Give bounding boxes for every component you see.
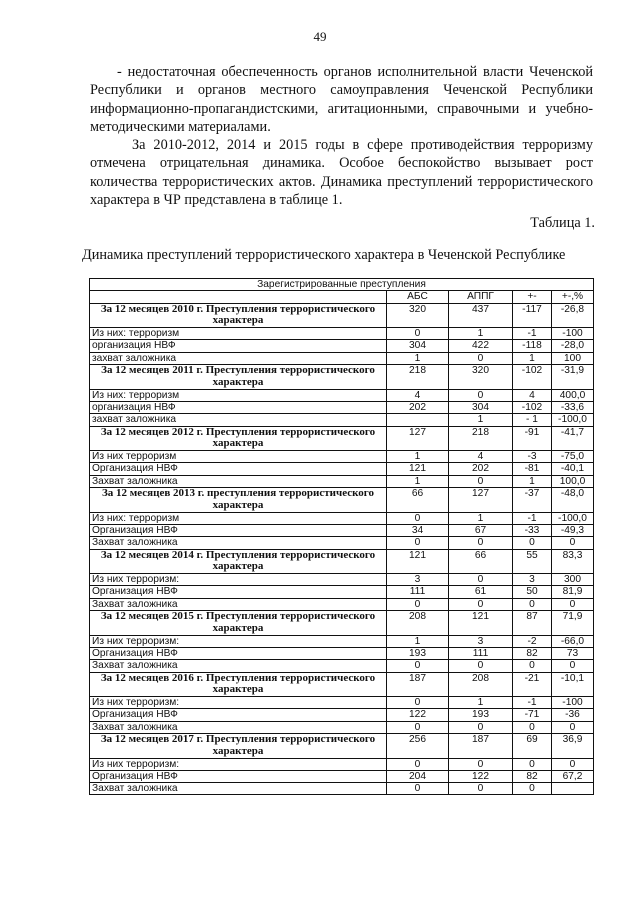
- crime-table: [89, 278, 594, 795]
- table-cell: 0: [552, 758, 594, 770]
- table-cell: 187: [449, 733, 513, 758]
- table-cell: -49,3: [552, 524, 594, 536]
- table-cell: 0: [513, 783, 552, 795]
- row-label-cell: Из них терроризм:: [90, 758, 387, 770]
- table-cell: -117: [513, 303, 552, 328]
- table-cell: 218: [449, 426, 513, 451]
- table-title: Динамика преступлений террористического характера в Чеченской Республике: [82, 247, 566, 263]
- table-cell: -37: [513, 488, 552, 513]
- empty-header-cell: [90, 291, 387, 303]
- table-group-header-row: [90, 672, 594, 697]
- table-cell: 0: [552, 537, 594, 549]
- table-cell: -3: [513, 451, 552, 463]
- table-cell: 36,9: [552, 733, 594, 758]
- table-cell: 1: [449, 328, 513, 340]
- table-row: [90, 414, 594, 426]
- table-group-header-row: [90, 303, 594, 328]
- table-cell: 320: [387, 303, 449, 328]
- table-cell: 0: [513, 537, 552, 549]
- table-cell: 0: [449, 537, 513, 549]
- column-header: +-: [513, 291, 552, 303]
- table-cell: 0: [449, 389, 513, 401]
- page-number: 49: [313, 29, 327, 44]
- table-cell: 127: [449, 488, 513, 513]
- paragraph-2: За 2010-2012, 2014 и 2015 годы в сфере противодействия терроризму отмечена отрицательная динамика. Особое беспокойство вызывает рост количества террористических актов. Динамика преступлений террористического характера в ЧР представлена в таблице 1.: [90, 137, 593, 209]
- table-row: [90, 783, 594, 795]
- table-cell: 82: [513, 770, 552, 782]
- table-cell: 208: [449, 672, 513, 697]
- table-row: [90, 475, 594, 487]
- table-cell: -26,8: [552, 303, 594, 328]
- table-cell: 0: [387, 512, 449, 524]
- table-cell: 121: [449, 611, 513, 636]
- table-cell: -1: [513, 512, 552, 524]
- table-cell: 61: [449, 586, 513, 598]
- table-cell: -102: [513, 401, 552, 413]
- table-group-header-row: [90, 426, 594, 451]
- table-cell: -71: [513, 709, 552, 721]
- table-cell: 208: [387, 611, 449, 636]
- table-cell: 3: [513, 574, 552, 586]
- table-cell: 83,3: [552, 549, 594, 574]
- table-cell: 0: [387, 783, 449, 795]
- table-cell: 0: [387, 758, 449, 770]
- table-cell: -100: [552, 697, 594, 709]
- table-cell: 67: [449, 524, 513, 536]
- table-row: [90, 586, 594, 598]
- table-row: [90, 574, 594, 586]
- table-cell: -81: [513, 463, 552, 475]
- table-cell: 69: [513, 733, 552, 758]
- group-header-cell: За 12 месяцев 2013 г. преступления террористического характера: [90, 488, 387, 513]
- table-cell: -40,1: [552, 463, 594, 475]
- table-cell: 1: [387, 352, 449, 364]
- table-cell: [387, 414, 449, 426]
- row-label-cell: организация НВФ: [90, 401, 387, 413]
- table-cell: 1: [449, 697, 513, 709]
- table-cell: 50: [513, 586, 552, 598]
- table-cell: 0: [552, 721, 594, 733]
- table-cell: -100: [552, 328, 594, 340]
- row-label-cell: Организация НВФ: [90, 586, 387, 598]
- table-cell: 0: [513, 758, 552, 770]
- table-cell: 422: [449, 340, 513, 352]
- row-label-cell: Организация НВФ: [90, 709, 387, 721]
- table-row: [90, 451, 594, 463]
- table-cell: -48,0: [552, 488, 594, 513]
- table-cell: 0: [552, 598, 594, 610]
- table-cell: 202: [449, 463, 513, 475]
- group-header-cell: За 12 месяцев 2017 г. Преступления террористического характера: [90, 733, 387, 758]
- row-label-cell: Захват заложника: [90, 598, 387, 610]
- table-cell: 256: [387, 733, 449, 758]
- table-group-header-row: [90, 488, 594, 513]
- row-label-cell: Захват заложника: [90, 660, 387, 672]
- row-label-cell: Из них: терроризм: [90, 389, 387, 401]
- group-header-cell: За 12 месяцев 2015 г. Преступления террористического характера: [90, 611, 387, 636]
- table-row: [90, 340, 594, 352]
- table-cell: 4: [513, 389, 552, 401]
- row-label-cell: Захват заложника: [90, 783, 387, 795]
- table-cell: 0: [449, 721, 513, 733]
- table-cell: -100,0: [552, 414, 594, 426]
- table-cell: 121: [387, 549, 449, 574]
- table-row: [90, 512, 594, 524]
- table-cell: -118: [513, 340, 552, 352]
- table-row: [90, 647, 594, 659]
- table-row: [90, 598, 594, 610]
- table-row: [90, 721, 594, 733]
- table-cell: 3: [387, 574, 449, 586]
- row-label-cell: Организация НВФ: [90, 647, 387, 659]
- row-label-cell: Организация НВФ: [90, 463, 387, 475]
- table-cell: 4: [387, 389, 449, 401]
- table-cell: 1: [449, 414, 513, 426]
- table-row: [90, 463, 594, 475]
- table-cell: 3: [449, 635, 513, 647]
- table-cell: 4: [449, 451, 513, 463]
- table-cell: 73: [552, 647, 594, 659]
- table-cell: -10,1: [552, 672, 594, 697]
- table-cell: 0: [387, 537, 449, 549]
- table-row: [90, 697, 594, 709]
- table-cell: 87: [513, 611, 552, 636]
- table-cell: 0: [387, 598, 449, 610]
- table-cell: -102: [513, 365, 552, 390]
- table-group-header-row: [90, 733, 594, 758]
- table-cell: 122: [449, 770, 513, 782]
- row-label-cell: Из них терроризм: [90, 451, 387, 463]
- row-label-cell: Из них терроризм:: [90, 635, 387, 647]
- row-label-cell: Захват заложника: [90, 721, 387, 733]
- table-cell: 187: [387, 672, 449, 697]
- table-cell: 0: [513, 721, 552, 733]
- table-cell: 1: [387, 475, 449, 487]
- row-label-cell: Организация НВФ: [90, 524, 387, 536]
- table-cell: 100,0: [552, 475, 594, 487]
- table-cell: 100: [552, 352, 594, 364]
- table-cell: 0: [449, 574, 513, 586]
- table-cell: 0: [513, 598, 552, 610]
- table-cell: -1: [513, 328, 552, 340]
- row-label-cell: Из них терроризм:: [90, 697, 387, 709]
- row-label-cell: Из них терроризм:: [90, 574, 387, 586]
- table-row: [90, 770, 594, 782]
- group-header-cell: За 12 месяцев 2012 г. Преступления террористического характера: [90, 426, 387, 451]
- table-cell: 66: [449, 549, 513, 574]
- table-cell: 437: [449, 303, 513, 328]
- table-cell: 0: [449, 660, 513, 672]
- row-label-cell: захват заложника: [90, 414, 387, 426]
- table-cell: 71,9: [552, 611, 594, 636]
- table-cell: 0: [387, 721, 449, 733]
- table-row: [90, 328, 594, 340]
- table-cell: 121: [387, 463, 449, 475]
- row-label-cell: Захват заложника: [90, 475, 387, 487]
- table-cell: 202: [387, 401, 449, 413]
- table-cell: 300: [552, 574, 594, 586]
- table-cell: 111: [387, 586, 449, 598]
- table-cell: -100,0: [552, 512, 594, 524]
- table-cell: 127: [387, 426, 449, 451]
- table-cell: - 1: [513, 414, 552, 426]
- row-label-cell: Организация НВФ: [90, 770, 387, 782]
- table-cell: -31,9: [552, 365, 594, 390]
- table-row: [90, 758, 594, 770]
- table-column-header-row: [90, 291, 594, 303]
- group-header-cell: За 12 месяцев 2010 г. Преступления террористического характера: [90, 303, 387, 328]
- column-header: АППГ: [449, 291, 513, 303]
- row-label-cell: Захват заложника: [90, 537, 387, 549]
- table-cell: -33: [513, 524, 552, 536]
- column-header: АБС: [387, 291, 449, 303]
- table-cell: 111: [449, 647, 513, 659]
- table-cell: -36: [552, 709, 594, 721]
- row-label-cell: организация НВФ: [90, 340, 387, 352]
- table-cell: -91: [513, 426, 552, 451]
- table-cell: 0: [449, 352, 513, 364]
- table-row: [90, 709, 594, 721]
- row-label-cell: захват заложника: [90, 352, 387, 364]
- column-header: +-,%: [552, 291, 594, 303]
- table-cell: 218: [387, 365, 449, 390]
- table-cell: -2: [513, 635, 552, 647]
- group-header-cell: За 12 месяцев 2016 г. Преступления террористического характера: [90, 672, 387, 697]
- table-row: [90, 401, 594, 413]
- table-cell: 304: [387, 340, 449, 352]
- table-cell: 0: [513, 660, 552, 672]
- table-group-header-row: [90, 611, 594, 636]
- table-cell: 1: [449, 512, 513, 524]
- table-cell: 55: [513, 549, 552, 574]
- table-cell: 304: [449, 401, 513, 413]
- table-cell: 193: [387, 647, 449, 659]
- table-row: [90, 352, 594, 364]
- table-cell: 0: [449, 475, 513, 487]
- table-cell: 0: [387, 328, 449, 340]
- table-cell: -21: [513, 672, 552, 697]
- table-cell: -66,0: [552, 635, 594, 647]
- table-cell: 193: [449, 709, 513, 721]
- table-cell: [552, 783, 594, 795]
- table-row: [90, 524, 594, 536]
- table-cell: 1: [513, 352, 552, 364]
- table-cell: 0: [449, 758, 513, 770]
- table-cell: 67,2: [552, 770, 594, 782]
- table-cell: 34: [387, 524, 449, 536]
- table-cell: 400,0: [552, 389, 594, 401]
- paragraph-1: - недостаточная обеспеченность органов исполнительной власти Чеченской Республики и органов местного самоуправления Чеченской Республики информационно-пропагандистскими, агитационными, справочными и учебно-методическими материалами.: [90, 64, 593, 136]
- table-row: [90, 389, 594, 401]
- table-row: [90, 660, 594, 672]
- table-caption: Зарегистрированные преступления: [90, 279, 594, 291]
- table-cell: -33,6: [552, 401, 594, 413]
- table-group-header-row: [90, 549, 594, 574]
- table-cell: 0: [387, 660, 449, 672]
- table-cell: 1: [513, 475, 552, 487]
- table-cell: 320: [449, 365, 513, 390]
- table-cell: 81,9: [552, 586, 594, 598]
- table-cell: 66: [387, 488, 449, 513]
- table-group-header-row: [90, 365, 594, 390]
- table-cell: 204: [387, 770, 449, 782]
- table-cell: 82: [513, 647, 552, 659]
- table-cell: -1: [513, 697, 552, 709]
- table-row: [90, 537, 594, 549]
- table-cell: 0: [387, 697, 449, 709]
- table-number: Таблица 1.: [530, 215, 595, 231]
- table-row: [90, 635, 594, 647]
- group-header-cell: За 12 месяцев 2014 г. Преступления террористического характера: [90, 549, 387, 574]
- table-cell: -28,0: [552, 340, 594, 352]
- table-cell: 1: [387, 635, 449, 647]
- table-cell: 1: [387, 451, 449, 463]
- table-cell: 0: [449, 783, 513, 795]
- row-label-cell: Из них: терроризм: [90, 328, 387, 340]
- table-cell: -41,7: [552, 426, 594, 451]
- table-cell: 122: [387, 709, 449, 721]
- table-cell: -75,0: [552, 451, 594, 463]
- table-caption-row: [90, 279, 594, 291]
- group-header-cell: За 12 месяцев 2011 г. Преступления террористического характера: [90, 365, 387, 390]
- table-cell: 0: [552, 660, 594, 672]
- table-cell: 0: [449, 598, 513, 610]
- row-label-cell: Из них: терроризм: [90, 512, 387, 524]
